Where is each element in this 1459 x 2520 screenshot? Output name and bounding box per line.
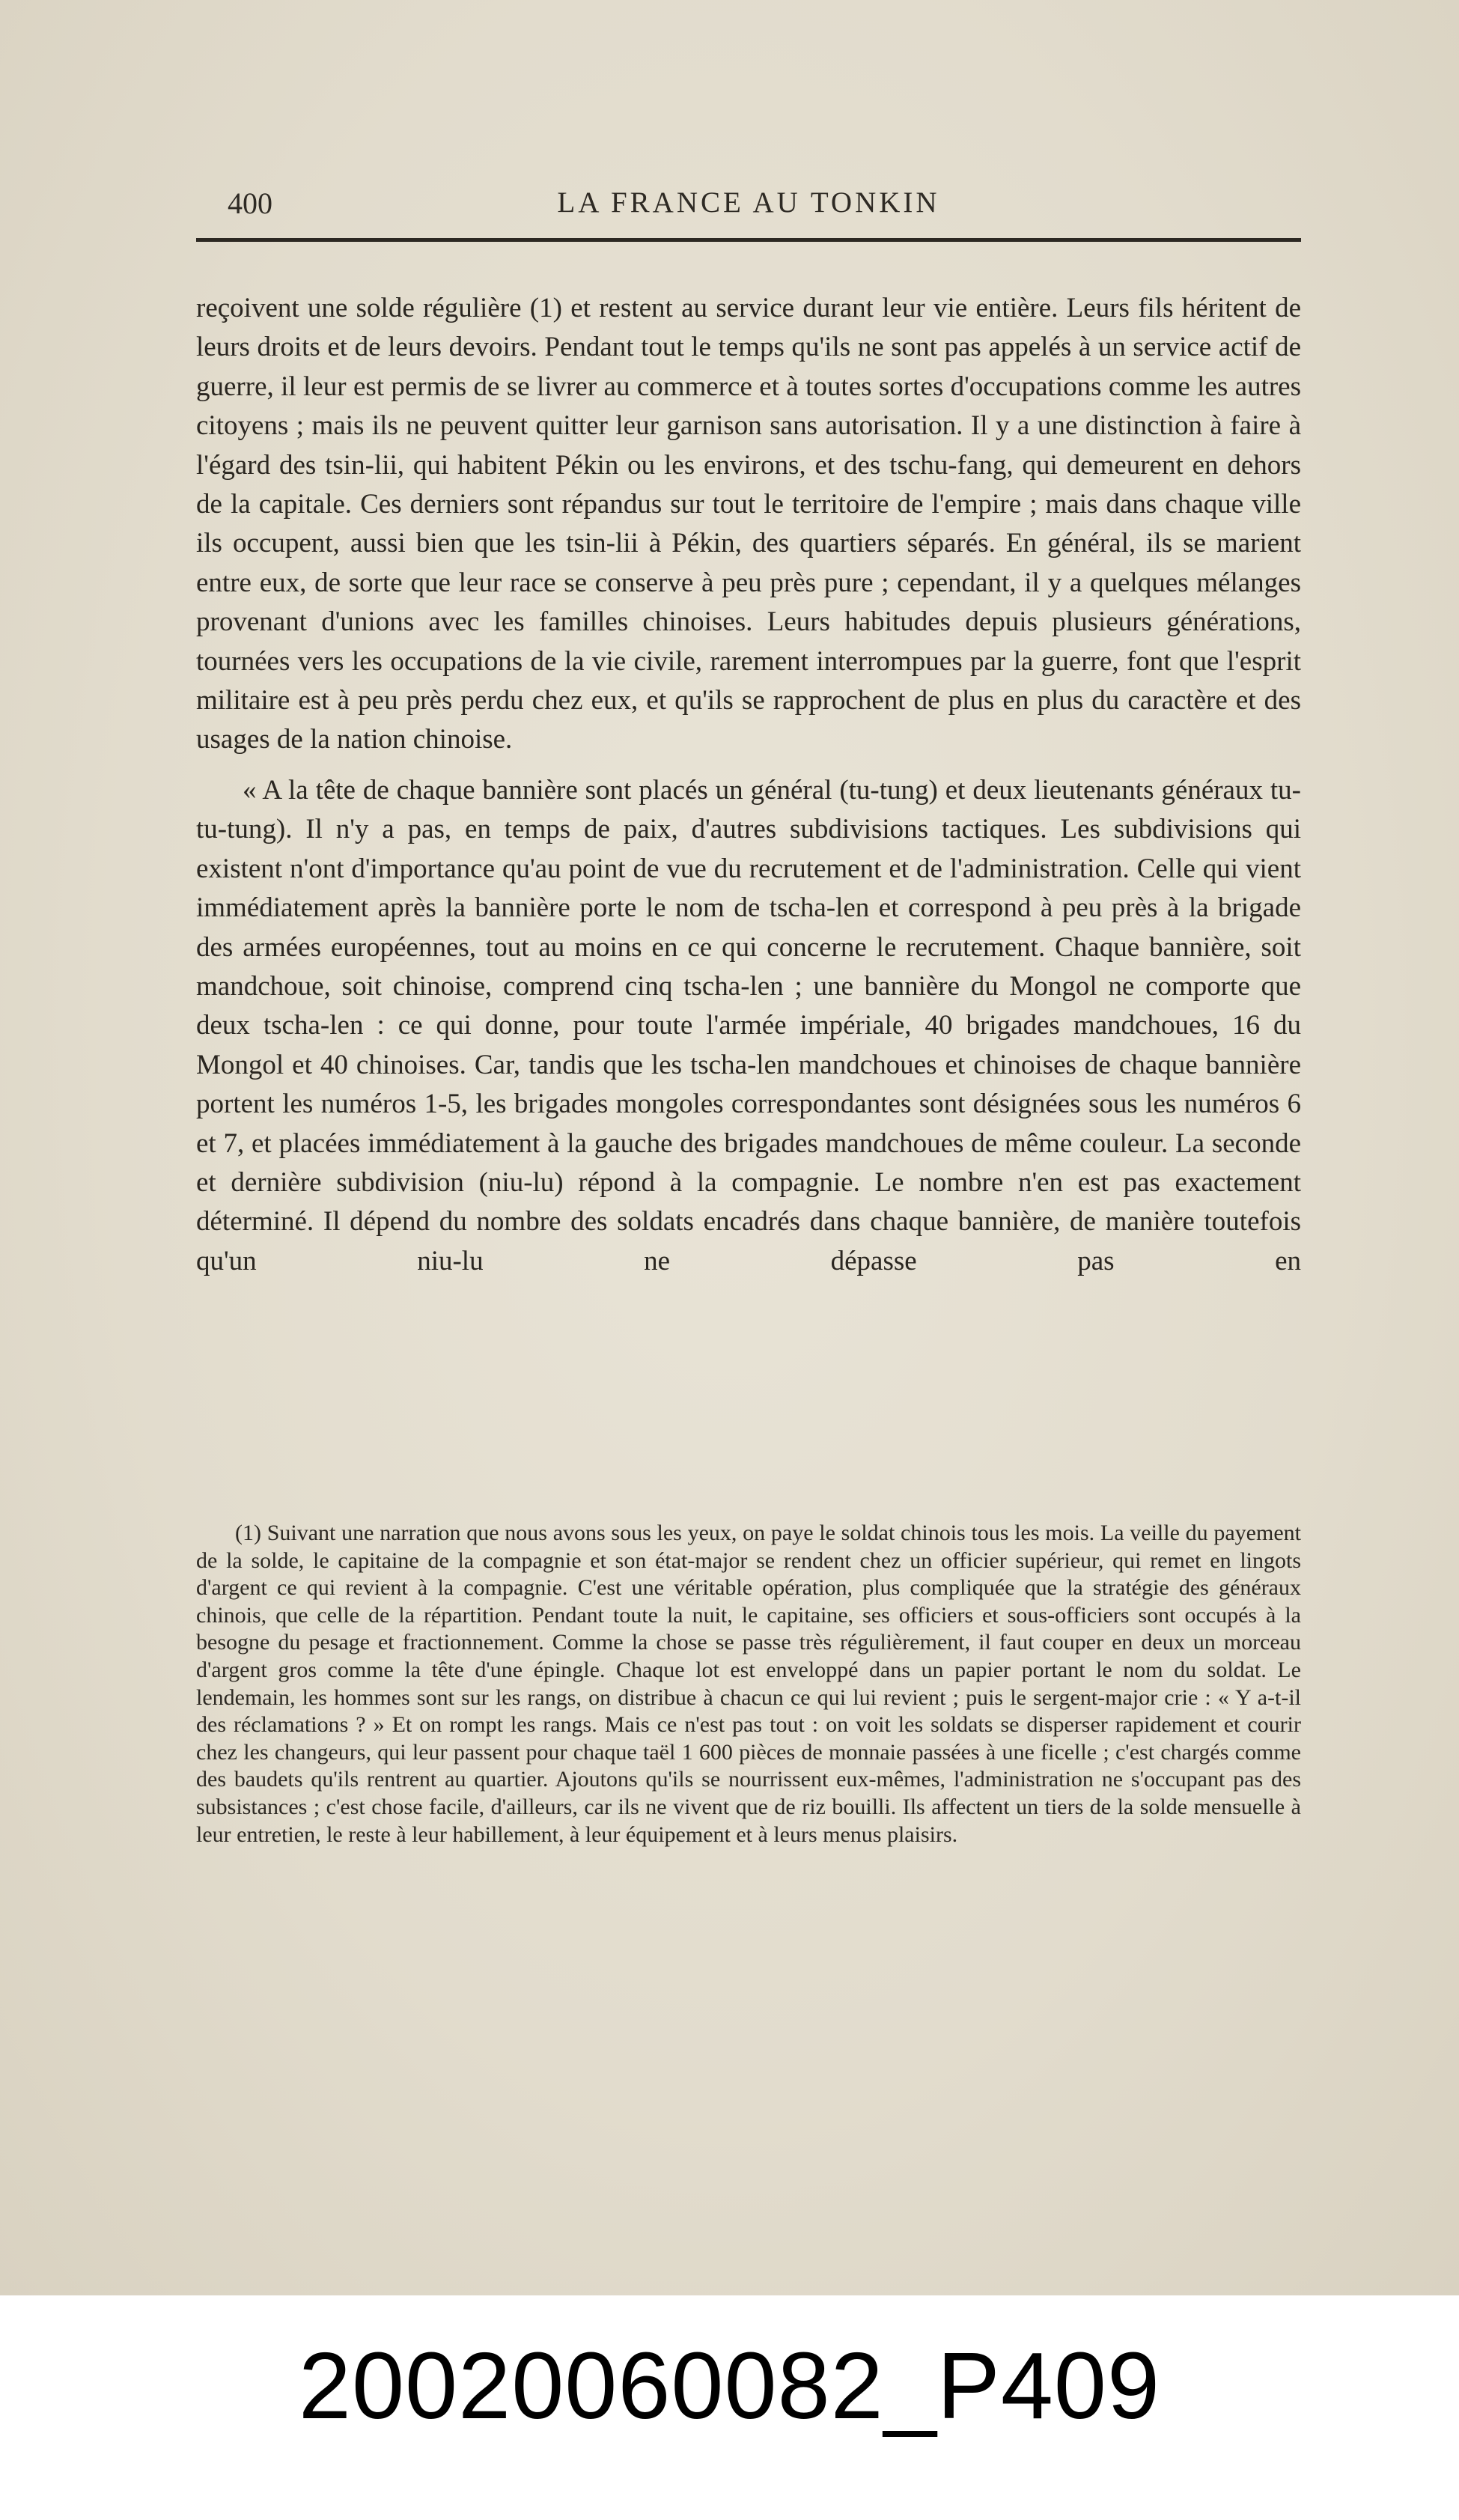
page-number: 400 <box>228 186 272 220</box>
header-rule <box>196 238 1301 242</box>
footnote-block <box>196 1520 1301 1848</box>
running-title: LA FRANCE AU TONKIN <box>557 186 940 219</box>
paragraph-2: « A la tête de chaque bannière sont placés un général (tu-tung) et deux lieutenants généraux tu-tu-tung). Il n'y a pas, en temps de paix, d'autres subdivisions tactiques. Les subdivisions qui existent n'ont d'importance qu'au point de vue du recrutement et de l'administration. Celle qui vient immédiatement après la bannière porte le nom de tscha-len et correspond à peu près à la brigade des armées européennes, tout au moins en ce qui concerne le recrutement. Chaque bannière, soit mandchoue, soit chinoise, comprend cinq tscha-len ; une bannière du Mongol ne comporte que deux tscha-len : ce qui donne, pour toute l'armée impériale, 40 brigades mandchoues, 16 du Mongol et 40 chinoises. Car, tandis que les tscha-len mandchoues et chinoises de chaque bannière portent les numéros 1-5, les brigades mongoles correspondantes sont désignées sous les numéros 6 et 7, et placées immédiatement à la gauche des brigades mandchoues de même couleur. La seconde et dernière subdivision (niu-lu) répond à la compagnie. Le nombre n'en est pas exactement déterminé. Il dépend du nombre des soldats encadrés dans chaque bannière, de manière toutefois qu'un niu-lu ne dépasse pas en <box>196 774 1301 1276</box>
scan-identifier: 20020060082_P409 <box>298 2333 1161 2438</box>
main-text <box>196 289 1301 1281</box>
footnote-1: (1) Suivant une narration que nous avons sous les yeux, on paye le soldat chinois tous les mois. La veille du payement de la solde, le capitaine de la compagnie et son état-major se rendent chez un officier supérieur, qui remet en lingots d'argent ce qui revient à la compagnie. C'est une véritable opération, plus compliquée que la stratégie des généraux chinois, que celle de la répartition. Pendant toute la nuit, le capitaine, ses officiers et sous-officiers sont occupés à la besogne du pesage et fractionnement. Comme la chose se passe très régulièrement, il faut couper en deux un morceau d'argent gros comme la tête d'une épingle. Chaque lot est enveloppé dans un papier portant le nom du soldat. Le lendemain, les hommes sont sur les rangs, on distribue à chacun ce qui lui revient ; puis le sergent-major crie : « Y a-t-il des réclamations ? » Et on rompt les rangs. Mais ce n'est pas tout : on voit les soldats se disperser rapidement et courir chez les changeurs, qui leur passent pour chaque taël 1 600 pièces de monnaie passées à une ficelle ; c'est chargés comme des baudets qu'ils rentrent au quartier. Ajoutons qu'ils se nourrissent eux-mêmes, l'administration ne s'occupant pas des subsistances ; c'est chose facile, d'ailleurs, car ils ne vivent que de riz bouilli. Ils affectent un tiers de la solde mensuelle à leur entretien, le reste à leur habillement, à leur équipement et à leurs menus plaisirs. <box>196 1521 1301 1847</box>
paragraph-1: reçoivent une solde régulière (1) et restent au service durant leur vie entière. Leurs fils héritent de leurs droits et de leurs devoirs. Pendant tout le temps qu'ils ne sont pas appelés à un service actif de guerre, il leur est permis de se livrer au commerce et à toutes sortes d'occupations comme les autres citoyens ; mais ils ne peuvent quitter leur garnison sans autorisation. Il y a une distinction à faire à l'égard des tsin-lii, qui habitent Pékin ou les environs, et des tschu-fang, qui demeurent en dehors de la capitale. Ces derniers sont répandus sur tout le territoire de l'empire ; mais dans chaque ville ils occupent, aussi bien que les tsin-lii à Pékin, des quartiers séparés. En général, ils se marient entre eux, de sorte que leur race se conserve à peu près pure ; cependant, il y a quelques mélanges provenant d'unions avec les familles chinoises. Leurs habitudes depuis plusieurs générations, tournées vers les occupations de la vie civile, rarement interrompues par la guerre, font que l'esprit militaire est à peu près perdu chez eux, et qu'ils se rapprochent de plus en plus du caractère et des usages de la nation chinoise. <box>196 293 1301 755</box>
running-head <box>196 178 1301 223</box>
